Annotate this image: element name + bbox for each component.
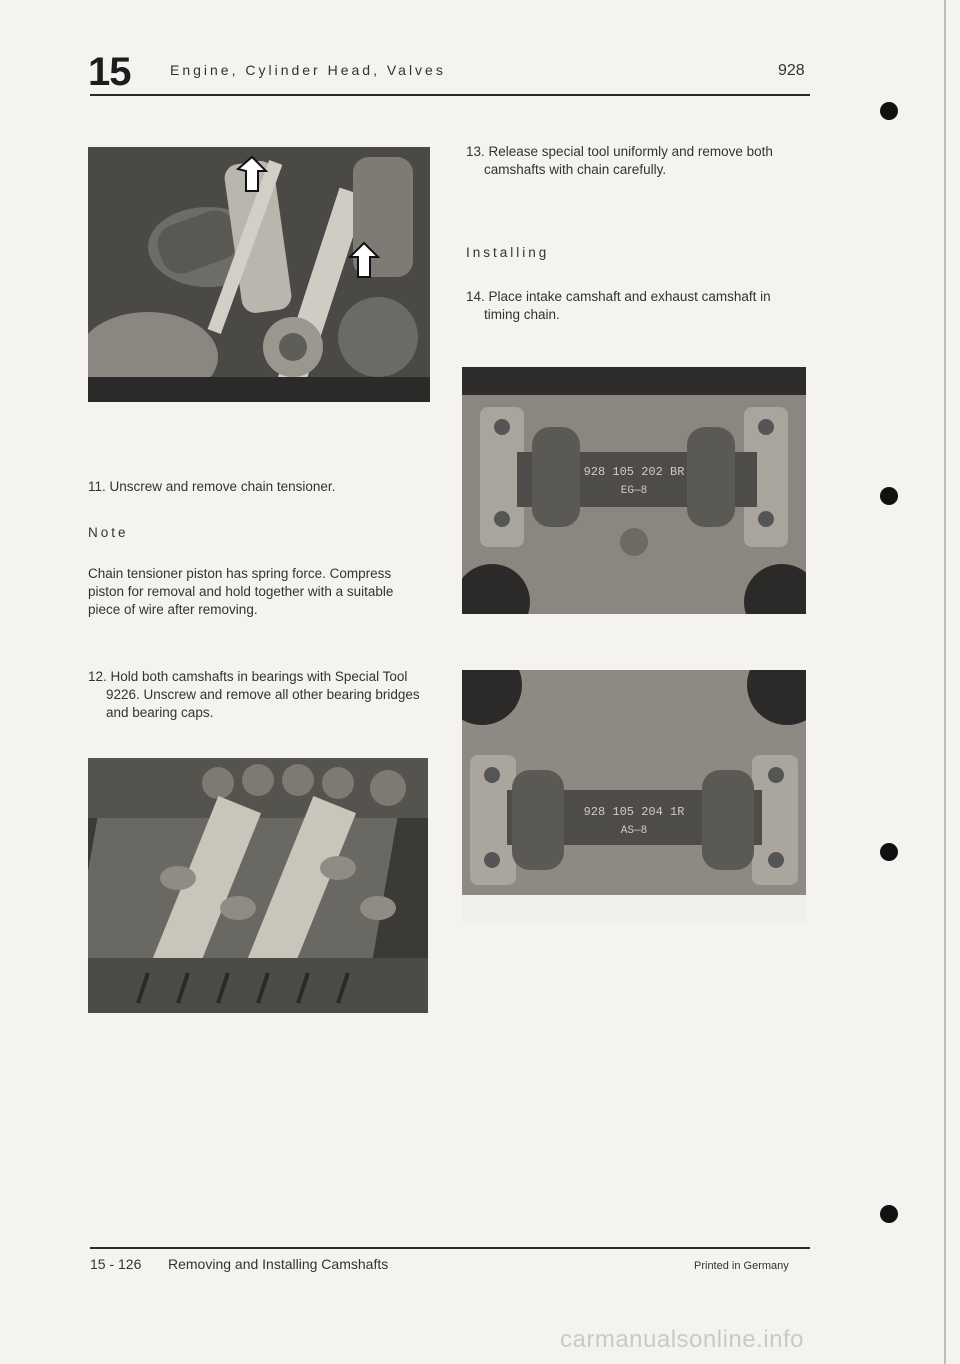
step-12: 12. Hold both camshafts in bearings with Special Tool 9226. Unscrew and remove all other bearing bridges and bearing caps. <box>88 669 420 720</box>
section-name: Removing and Installing Camshafts <box>168 1256 389 1272</box>
note-heading: Note <box>88 525 129 540</box>
binder-hole-dot <box>880 843 898 861</box>
photo-3-marking: 928 105 202 BR <box>583 465 685 479</box>
photo-special-tool-9226 <box>88 758 428 1013</box>
group-number: 15 <box>88 50 131 94</box>
model-number: 928 <box>778 62 805 79</box>
step-14: 14. Place intake camshaft and exhaust camshaft in timing chain. <box>466 289 771 322</box>
page-number: 15 - 126 <box>90 1256 142 1272</box>
printed-in: Printed in Germany <box>694 1260 789 1272</box>
note-body: Chain tensioner piston has spring force. Compress piston for removal and hold together with a suitable piece of wire after removing. <box>88 566 394 617</box>
binder-hole-dot <box>880 487 898 505</box>
photo-chain-tensioner <box>88 147 430 402</box>
photo-4-marking-2: AS—8 <box>620 825 648 837</box>
binder-hole-dot <box>880 1205 898 1223</box>
photo-camshaft-intake <box>462 367 806 614</box>
group-title: Engine, Cylinder Head, Valves <box>170 62 446 78</box>
photo-camshaft-exhaust <box>462 670 806 925</box>
photo-3-marking-2: EG—8 <box>620 485 648 497</box>
header-rule <box>90 94 810 96</box>
page-edge <box>944 0 946 1364</box>
binder-hole-dot <box>880 102 898 120</box>
step-13: 13. Release special tool uniformly and remove both camshafts with chain carefully. <box>466 144 773 177</box>
step-11: 11. Unscrew and remove chain tensioner. <box>88 479 336 494</box>
footer-rule <box>90 1247 810 1249</box>
installing-heading: Installing <box>466 245 550 260</box>
watermark: carmanualsonline.info <box>560 1326 804 1353</box>
photo-4-marking: 928 105 204 1R <box>583 805 685 819</box>
